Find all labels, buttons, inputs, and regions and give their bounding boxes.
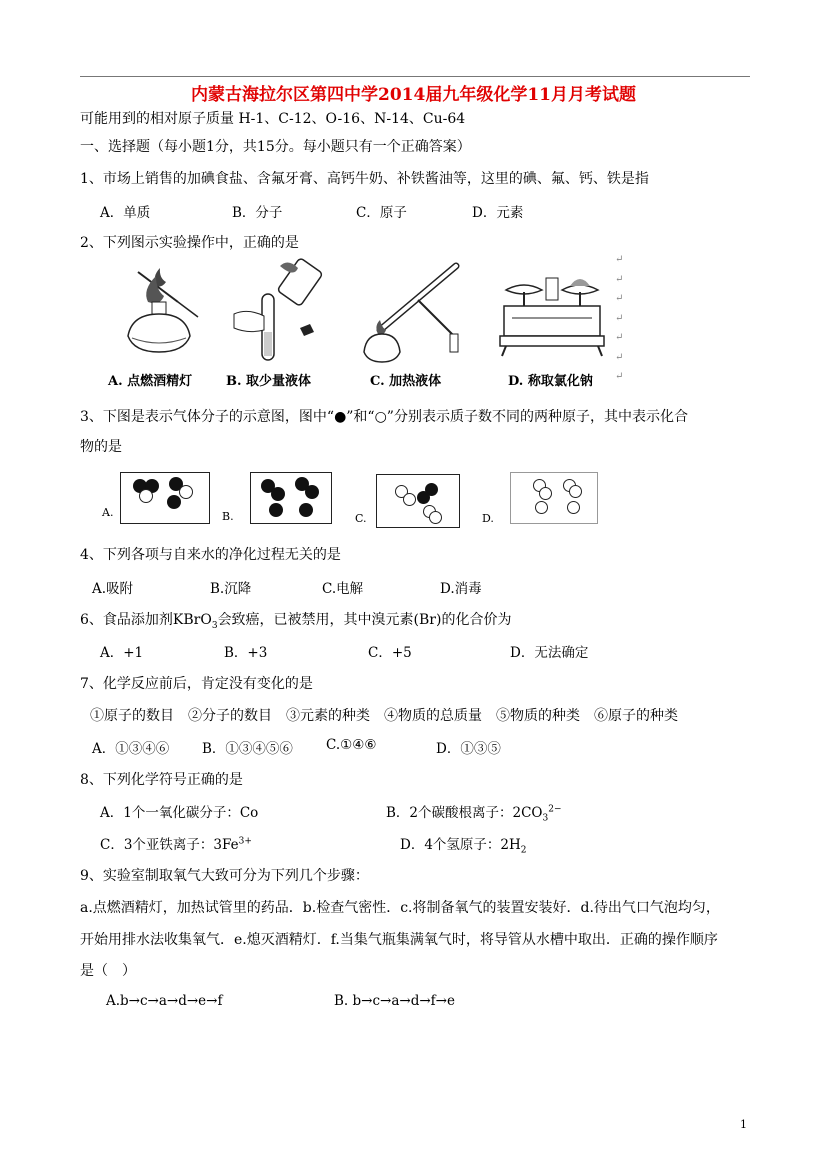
section-heading: 一、选择题（每小题1分，共15分。每小题只有一个正确答案） (80, 139, 471, 155)
q2-fig-c-label: C. 加热液体 (370, 374, 442, 389)
q3-stem-line1: 3、下图是表示气体分子的示意图，图中“●”和“○”分别表示质子数不同的两种原子，其中表示化合 (80, 409, 688, 425)
q8-option-c (100, 833, 252, 853)
page-title: 内蒙古海拉尔区第四中学2014届九年级化学11月月考试题 (191, 85, 636, 105)
q4-option-a: A.吸附 (92, 581, 134, 597)
q1-option-c: C．原子 (356, 205, 407, 221)
molecule-box-c (376, 474, 460, 528)
q2-stem: 2、下列图示实验操作中，正确的是 (80, 235, 299, 251)
q8-option-a: A．1个一氧化碳分子：Co (100, 805, 259, 821)
heat-liquid-figure (358, 260, 470, 366)
q6-option-c: C．+5 (368, 645, 412, 661)
q3-stem-line2: 物的是 (80, 439, 122, 455)
balance-figure (496, 270, 608, 360)
q9-stem: 9、实验室制取氧气大致可分为下列几个步骤： (80, 868, 369, 884)
pour-liquid-figure (228, 254, 328, 366)
q6-stem-pre: 6、食品添加剂KBrO (80, 612, 212, 628)
q7-option-b: B．①③④⑤⑥ (202, 741, 293, 757)
q2-fig-d-label: D. 称取氯化钠 (508, 374, 593, 389)
q8-option-d-text: D．4个氢原子：2H (400, 837, 521, 853)
q8-option-b-sup: 2− (548, 804, 562, 815)
q4-option-c: C.电解 (322, 581, 364, 597)
q8-option-b-sub: 3 (542, 813, 549, 824)
q7-stem: 7、化学反应前后，肯定没有变化的是 (80, 676, 313, 692)
q8-option-c-text: C．3个亚铁离子：3Fe (100, 837, 239, 853)
q9-option-b: B. b→c→a→d→f→e (334, 993, 455, 1009)
q1-option-b: B．分子 (232, 205, 283, 221)
molecule-box-d (510, 472, 598, 524)
q6-stem-sub: 3 (211, 620, 218, 631)
q8-option-b (386, 801, 562, 824)
alcohol-lamp-figure (118, 262, 218, 370)
q7-option-d: D．①③⑤ (436, 741, 501, 757)
q9-line2: 开始用排水法收集氧气．e.熄灭酒精灯．f.当集气瓶集满氧气时，将导管从水槽中取出．正确的操作顺序 (80, 932, 718, 948)
q6-option-b: B．+3 (224, 645, 268, 661)
q6-option-d: D．无法确定 (510, 645, 589, 661)
q7-option-c: C.①④⑥ (326, 737, 377, 753)
molecule-box-b (250, 472, 332, 524)
q4-stem: 4、下列各项与自来水的净化过程无关的是 (80, 547, 341, 563)
q3-label-c: C. (355, 512, 367, 525)
q1-stem: 1、市场上销售的加碘食盐、含氟牙膏、高钙牛奶、补铁酱油等，这里的碘、氟、钙、铁是指 (80, 171, 649, 187)
q3-label-d: D. (482, 512, 494, 525)
molecule-box-a (120, 472, 210, 524)
q2-fig-a-label: A. 点燃酒精灯 (108, 374, 193, 389)
atomic-masses: 可能用到的相对原子质量 H-1、C-12、O-16、N-14、Cu-64 (80, 111, 466, 127)
q1-option-a: A．单质 (100, 205, 151, 221)
q4-option-d: D.消毒 (440, 581, 482, 597)
q4-option-b: B.沉降 (210, 581, 252, 597)
q3-label-a: A. (102, 506, 114, 519)
q8-stem: 8、下列化学符号正确的是 (80, 772, 243, 788)
q6-option-a: A．+1 (100, 645, 144, 661)
q7-option-a: A．①③④⑥ (92, 741, 170, 757)
q7-items: ①原子的数目 ②分子的数目 ③元素的种类 ④物质的总质量 ⑤物质的种类 ⑥原子的种类 (90, 708, 678, 724)
page-number: 1 (740, 1118, 747, 1131)
q8-option-d (400, 833, 527, 856)
header-rule (80, 76, 750, 77)
q1-option-d: D．元素 (472, 205, 524, 221)
q8-option-b-text: B．2个碳酸根离子：2CO (386, 805, 543, 821)
q3-label-b: B. (222, 510, 234, 523)
q6-stem-post: 会致癌，已被禁用，其中溴元素(Br)的化合价为 (217, 612, 512, 628)
q9-option-a: A.b→c→a→d→e→f (106, 993, 223, 1009)
return-marks: ↵ ↵ ↵ ↵ ↵ ↵ ↵ (615, 254, 624, 382)
q9-line3: 是（ ） (80, 963, 136, 979)
q9-line1: a.点燃酒精灯，加热试管里的药品．b.检查气密性．c.将制备氧气的装置安装好．d.待出气口气泡均匀， (80, 900, 720, 916)
q6-stem (80, 609, 511, 631)
q8-option-d-sub: 2 (520, 845, 527, 856)
q8-option-c-sup: 3+ (238, 836, 252, 847)
q2-fig-b-label: B. 取少量液体 (226, 374, 312, 389)
